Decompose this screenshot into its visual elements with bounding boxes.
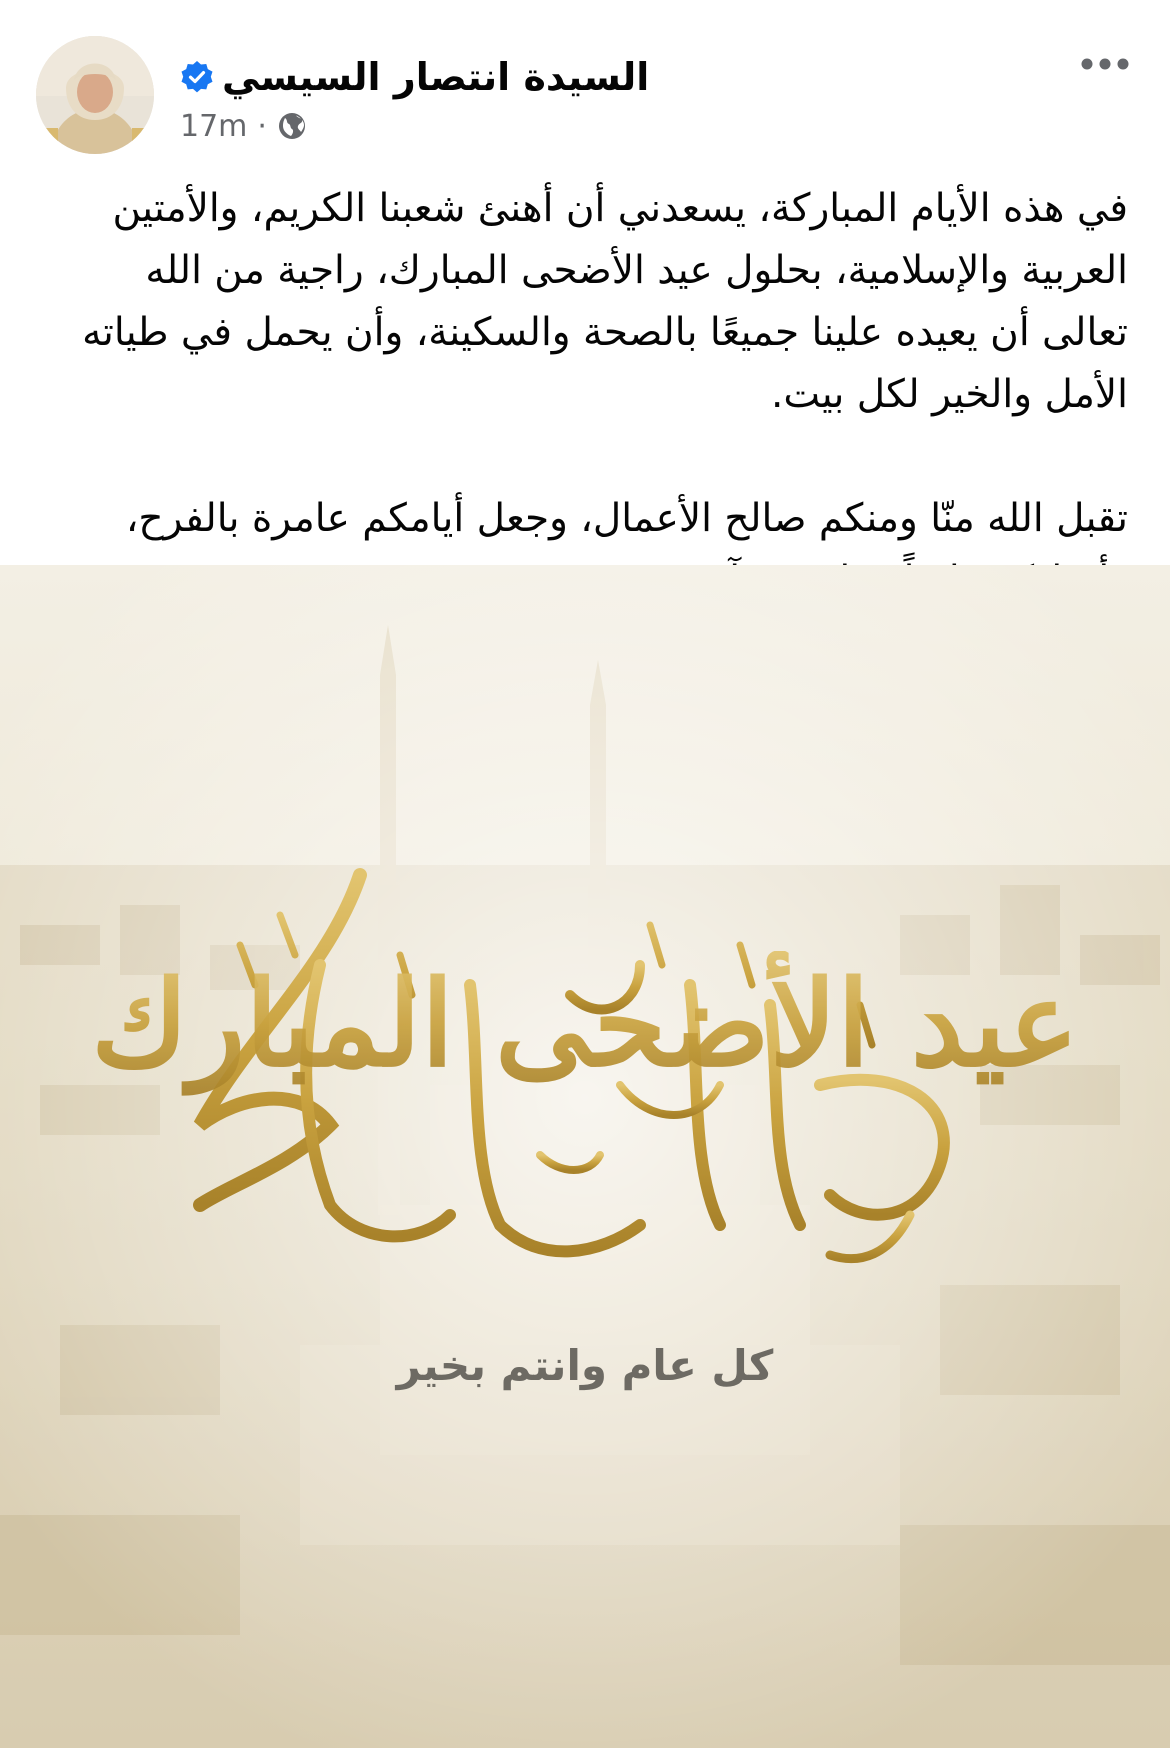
globe-icon[interactable] — [277, 111, 307, 141]
post-paragraph-1: في هذه الأيام المباركة، يسعدني أن أهنئ شعبنا الكريم، والأمتين العربية والإسلامية، بحلول عيد الأضحى المبارك، راجية من الله تعالى أن يعيده علينا جميعًا بالصحة والسكينة، وأن يحمل في طياته الأمل والخير لكل بيت. — [82, 186, 1128, 417]
post-timestamp[interactable]: 17m — [180, 108, 248, 144]
eid-subtitle: كل عام وانتم بخير — [396, 1341, 774, 1390]
post-image[interactable] — [0, 565, 1170, 1748]
post-body — [60, 178, 1128, 612]
more-horizontal-icon — [1080, 57, 1130, 71]
profile-photo — [36, 36, 154, 154]
more-options-button[interactable] — [1070, 44, 1140, 84]
post-header — [0, 0, 1170, 170]
author-avatar[interactable] — [36, 36, 154, 154]
meta-separator: · — [257, 108, 267, 144]
eid-greeting-image — [0, 565, 1170, 1748]
author-name-row — [180, 52, 649, 102]
eid-headline: عيد الأضحى المبارك — [91, 954, 1079, 1093]
author-name[interactable]: السيدة انتصار السيسي — [222, 55, 650, 99]
post-paragraph-2: تقبل الله منّا ومنكم صالح الأعمال، وجعل أيامكم عامرة بالفرح، — [125, 496, 1128, 541]
post-meta — [180, 106, 307, 146]
verified-badge-icon — [180, 60, 214, 94]
